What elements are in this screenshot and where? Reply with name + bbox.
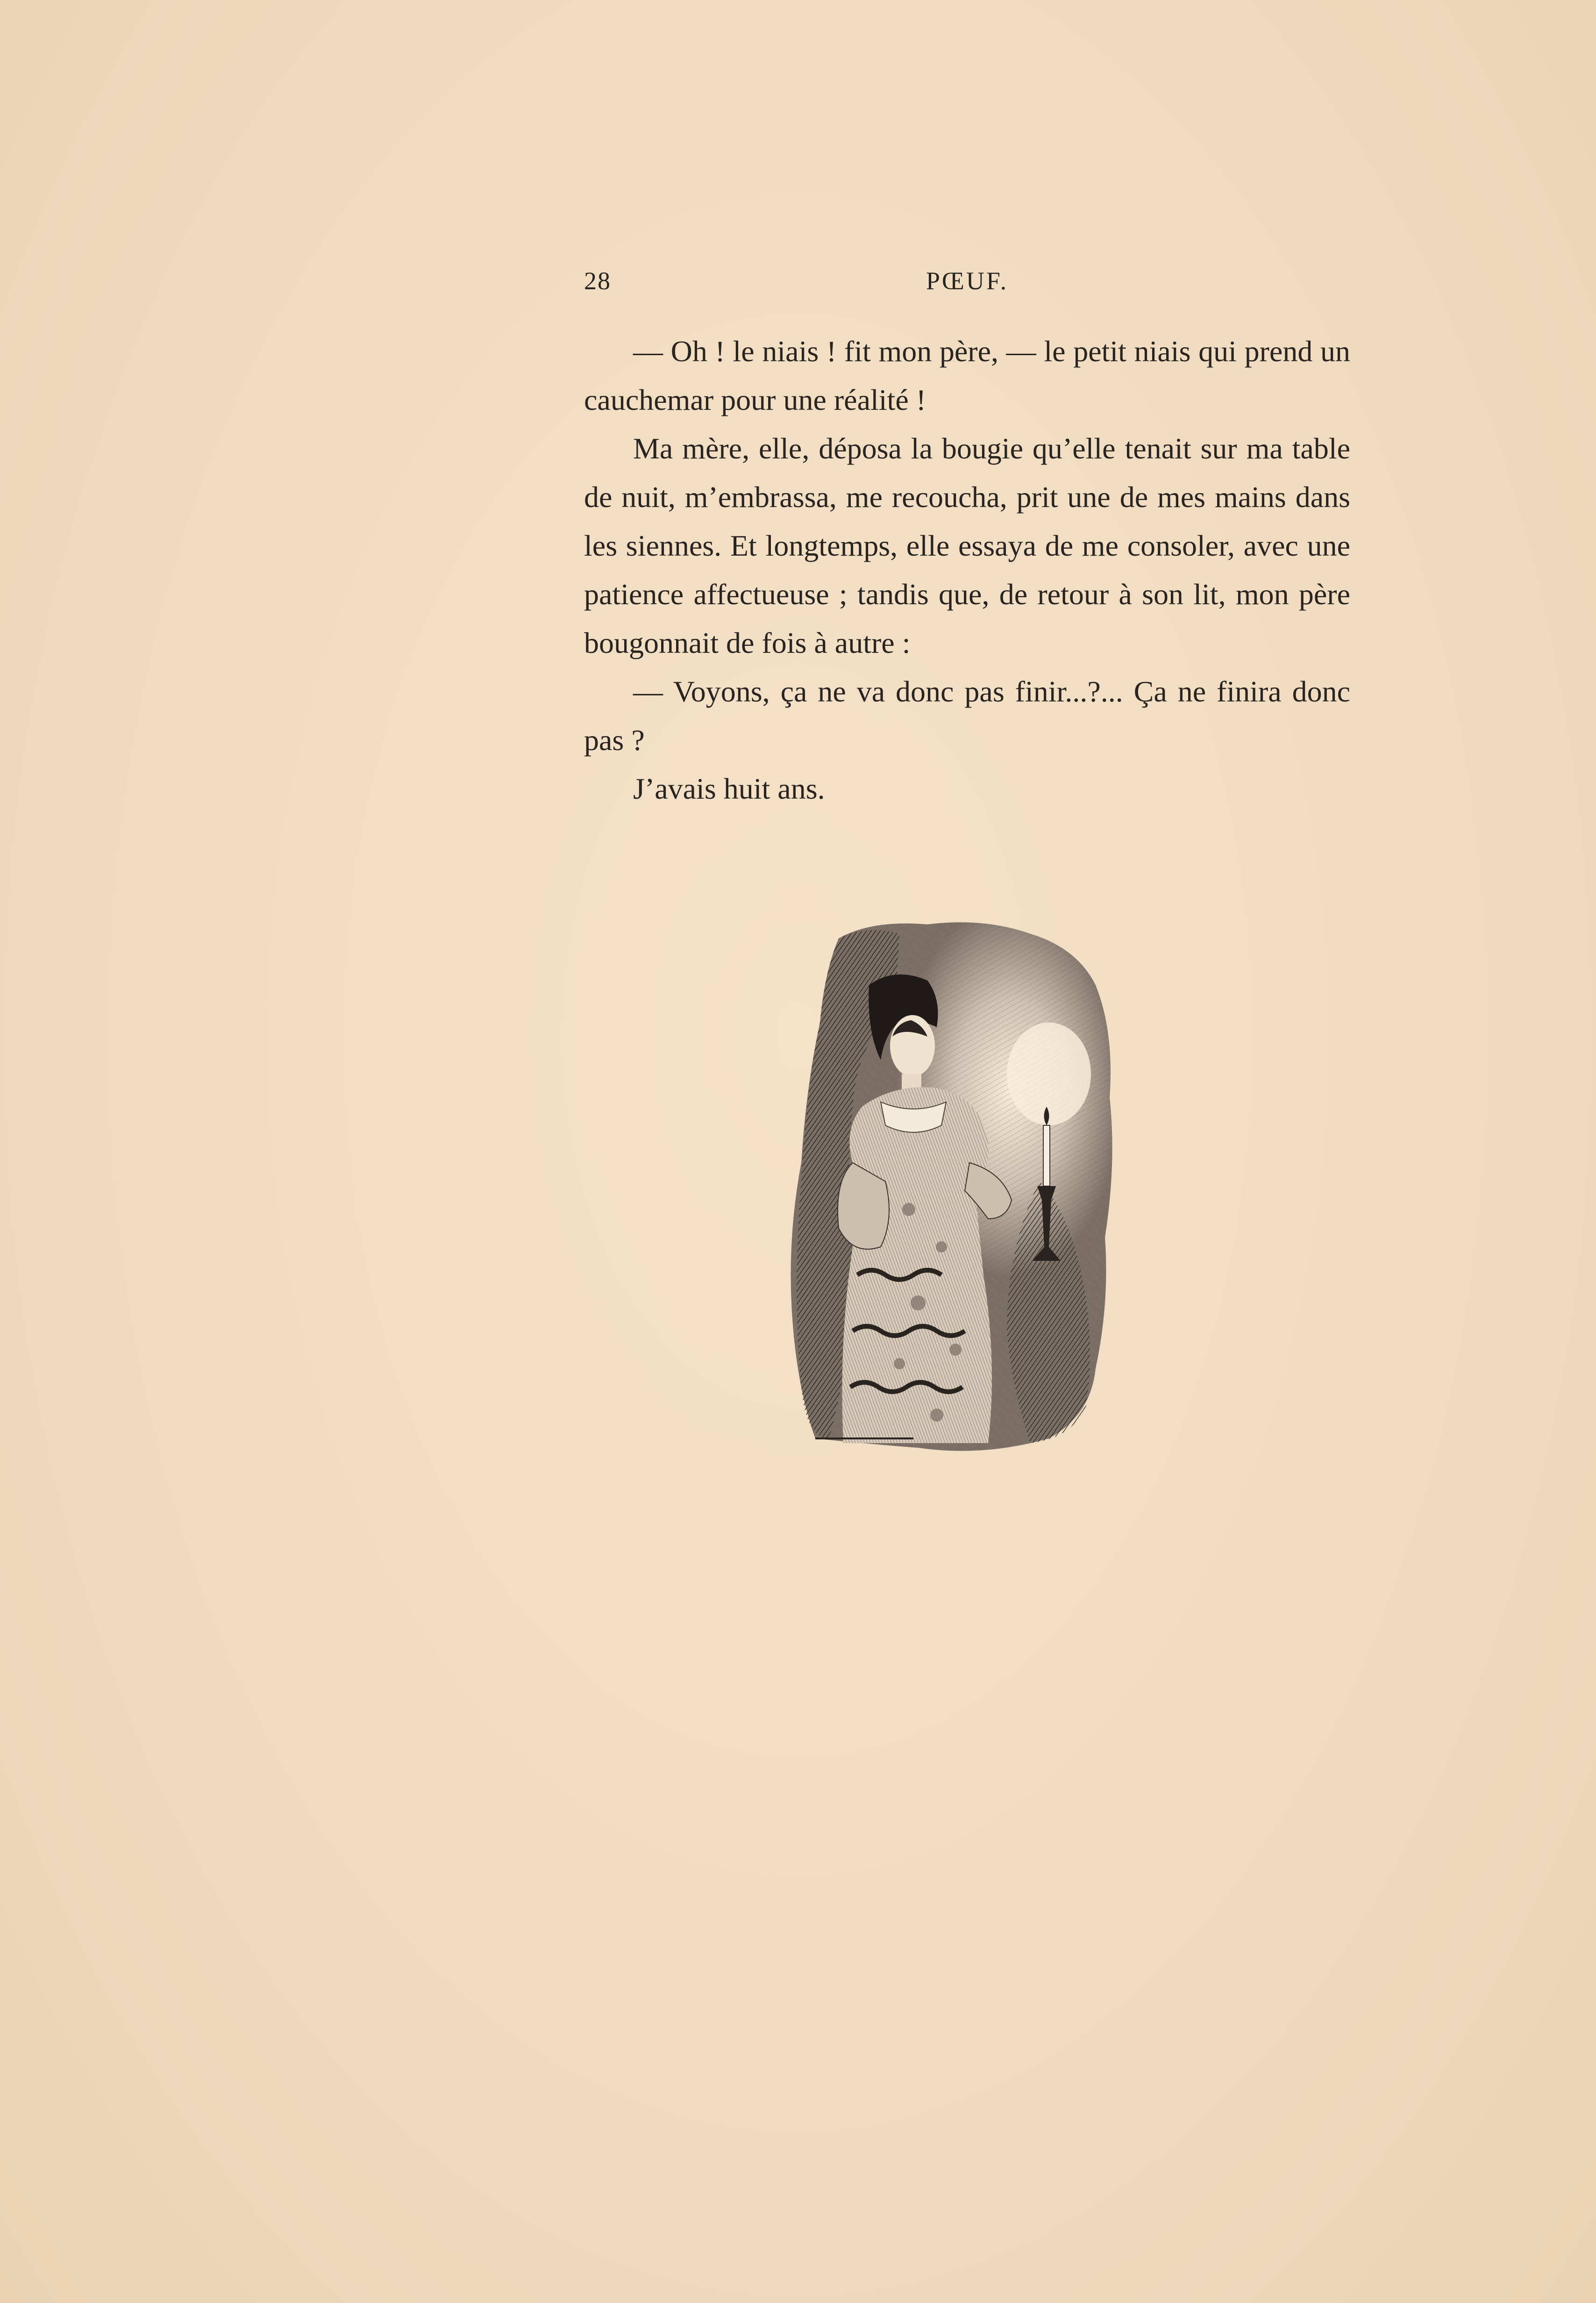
engraving-illustration-icon: [787, 920, 1124, 1466]
paragraph: — Voyons, ça ne va donc pas finir...?... Ça ne finira donc pas ?: [584, 675, 1350, 757]
page-header: [584, 266, 1350, 304]
paragraph: J’avais huit ans.: [633, 772, 825, 805]
running-title: PŒUF.: [926, 267, 1009, 295]
page-number: 28: [584, 267, 611, 295]
paragraph: — Oh ! le niais ! fit mon père, — le petit niais qui prend un cauchemar pour une réalité !: [584, 335, 1350, 416]
paragraph: Ma mère, elle, déposa la bougie qu’elle tenait sur ma table de nuit, m’embrassa, me recoucha, prit une de mes mains dans les siennes. Et longtemps, elle essaya de me consoler, avec une patience affectueuse ; tandis que, de retour à son lit, mon père bougonnait de fois à autre :: [584, 432, 1350, 659]
body-text: [584, 327, 1350, 813]
